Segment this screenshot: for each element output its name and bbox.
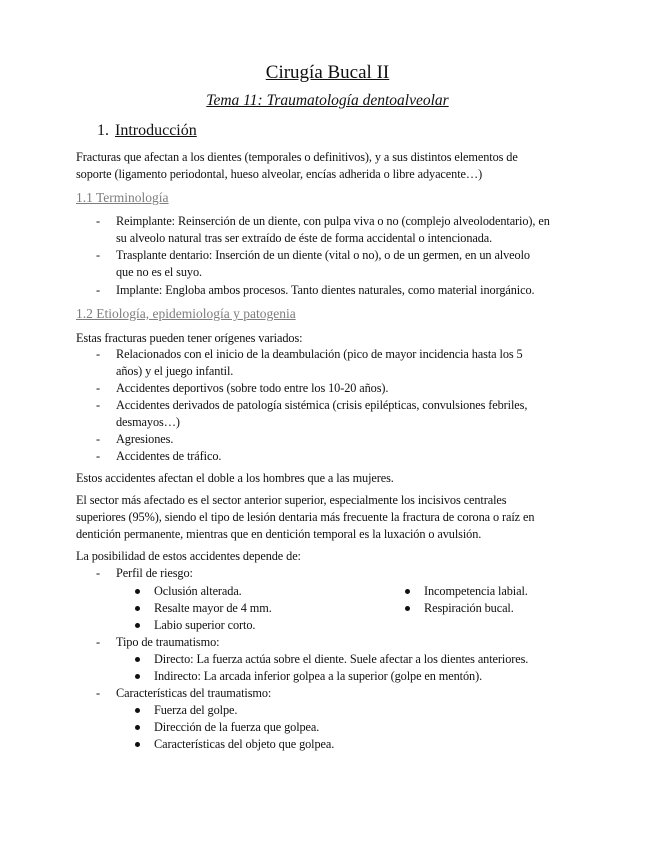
bullet-icon bbox=[135, 674, 140, 679]
intro-line: soporte (ligamento periodontal, hueso alveolar, encías adherida o libre adyacente…) bbox=[76, 167, 483, 181]
list-dash: - bbox=[96, 283, 101, 297]
list-item-line: Características del traumatismo: bbox=[116, 686, 272, 700]
bullet-icon bbox=[135, 623, 140, 628]
section-label: Introducción bbox=[115, 122, 197, 139]
list-item-line: Trasplante dentario: Inserción de un diente (vital o no), o de un germen, en un alveolo bbox=[116, 248, 530, 262]
list-item-line: Tipo de traumatismo: bbox=[116, 635, 220, 649]
list-dash: - bbox=[96, 635, 101, 649]
list-item-line: Accidentes deportivos (sobre todo entre los 10-20 años). bbox=[116, 381, 389, 395]
bullet-icon bbox=[135, 708, 140, 713]
sub-list-item: Directo: La fuerza actúa sobre el diente. Suele afectar a los dientes anteriores. bbox=[154, 652, 529, 666]
sub-list-item: Fuerza del golpe. bbox=[154, 703, 238, 717]
paragraph: Estos accidentes afectan el doble a los hombres que a las mujeres. bbox=[76, 471, 394, 485]
bullet-icon bbox=[405, 589, 410, 594]
list-dash: - bbox=[96, 398, 101, 412]
list-dash: - bbox=[96, 347, 101, 361]
bullet-icon bbox=[405, 606, 410, 611]
paragraph-line: El sector más afectado es el sector anterior superior, especialmente los incisivos centrales bbox=[76, 493, 507, 507]
subsection-heading-terminologia: 1.1 Terminología bbox=[76, 190, 169, 205]
paragraph-line: superiores (95%), siendo el tipo de lesión dentaria más frecuente la fractura de corona o raíz en bbox=[76, 510, 535, 524]
list-dash: - bbox=[96, 432, 101, 446]
bullet-icon bbox=[135, 725, 140, 730]
document-title: Cirugía Bucal II bbox=[265, 62, 390, 83]
document-subtitle: Tema 11: Traumatología dentoalveolar bbox=[206, 92, 449, 109]
sub-list-item: Características del objeto que golpea. bbox=[154, 737, 335, 751]
list-dash: - bbox=[96, 381, 101, 395]
section-heading-introduccion bbox=[97, 122, 197, 140]
paragraph-line: dentición permanente, mientras que en dentición temporal es la luxación o avulsión. bbox=[76, 527, 482, 541]
list-item-line: Implante: Engloba ambos procesos. Tanto dientes naturales, como material inorgánico. bbox=[116, 283, 535, 297]
sub-list-item: Respiración bucal. bbox=[424, 601, 514, 615]
list-dash: - bbox=[96, 248, 101, 262]
sub-list-item: Oclusión alterada. bbox=[154, 584, 242, 598]
list-item-line: que no es el suyo. bbox=[116, 265, 202, 279]
list-item-line: Agresiones. bbox=[116, 432, 174, 446]
sub-list-item: Labio superior corto. bbox=[154, 618, 256, 632]
list-item-line: su alveolo natural tras ser extraído de éste de forma accidental o intencionada. bbox=[116, 231, 493, 245]
list-item-line: Accidentes derivados de patología sistémica (crisis epilépticas, convulsiones febriles, bbox=[116, 398, 528, 412]
list-item-line: Accidentes de tráfico. bbox=[116, 449, 222, 463]
list-item-line: Perfil de riesgo: bbox=[116, 566, 193, 580]
list-dash: - bbox=[96, 686, 101, 700]
bullet-icon bbox=[135, 589, 140, 594]
list-dash: - bbox=[96, 214, 101, 228]
bullet-icon bbox=[135, 657, 140, 662]
paragraph: Estas fracturas pueden tener orígenes variados: bbox=[76, 331, 303, 345]
list-dash: - bbox=[96, 449, 101, 463]
subsection-heading-etiologia: 1.2 Etiología, epidemiología y patogenia bbox=[76, 306, 296, 321]
intro-line: Fracturas que afectan a los dientes (temporales o definitivos), y a sus distintos elementos de bbox=[76, 150, 518, 164]
list-item-line: Reimplante: Reinserción de un diente, con pulpa viva o no (complejo alveolodentario), en bbox=[116, 214, 550, 228]
sub-list-item: Indirecto: La arcada inferior golpea a la superior (golpe en mentón). bbox=[154, 669, 483, 683]
paragraph: La posibilidad de estos accidentes depende de: bbox=[76, 549, 301, 563]
sub-list-item: Dirección de la fuerza que golpea. bbox=[154, 720, 320, 734]
bullet-icon bbox=[135, 606, 140, 611]
list-item-line: desmayos…) bbox=[116, 415, 180, 429]
section-number: 1. bbox=[97, 122, 109, 139]
list-item-line: años) y el juego infantil. bbox=[116, 364, 234, 378]
bullet-icon bbox=[135, 742, 140, 747]
list-dash: - bbox=[96, 566, 101, 580]
list-item-line: Relacionados con el inicio de la deambulación (pico de mayor incidencia hasta los 5 bbox=[116, 347, 523, 361]
sub-list-item: Resalte mayor de 4 mm. bbox=[154, 601, 272, 615]
sub-list-item: Incompetencia labial. bbox=[424, 584, 528, 598]
